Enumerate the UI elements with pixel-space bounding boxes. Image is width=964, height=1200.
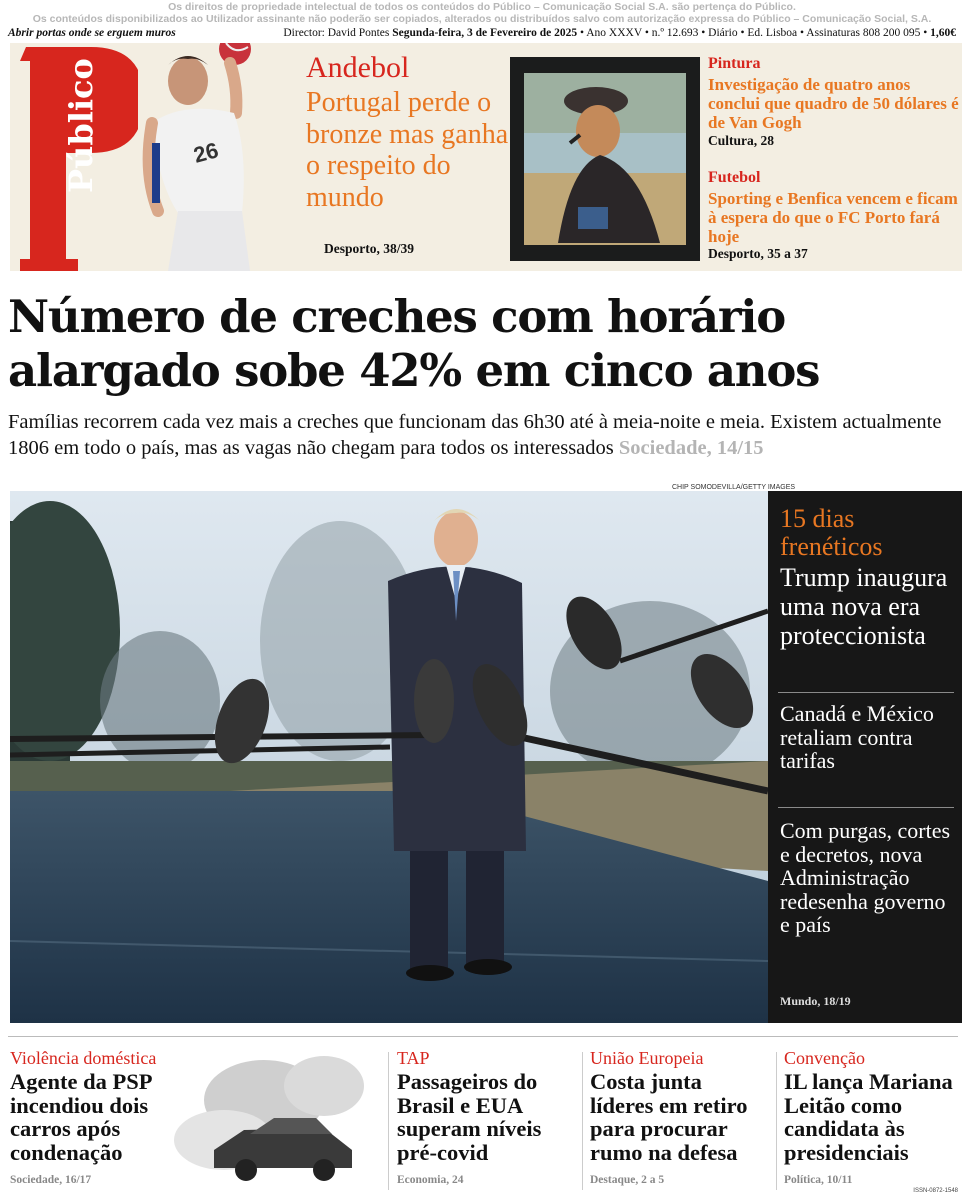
issue-info — [283, 25, 956, 41]
handball-player-photo — [138, 43, 313, 271]
pintura-section: Pintura — [708, 55, 761, 72]
issue-date: Segunda-feira, 3 de Fevereiro de 2025 — [392, 27, 578, 39]
copyright-line-1: Os direitos de propriedade intelectual de todos os conteúdos do Público – Comunicação Social S.A. são pertença do Público. — [168, 1, 796, 13]
futebol-ref: Desporto, 35 a 37 — [708, 246, 808, 261]
teaser-headline[interactable]: Costa junta líderes em retiro para procurar rumo na defesa — [590, 1069, 748, 1165]
bottom-divider — [8, 1036, 958, 1037]
trump-sub-2[interactable]: Com purgas, cortes e decretos, nova Administração redesenha governo e país — [780, 818, 951, 937]
column-separator — [388, 1052, 389, 1190]
futebol-headline[interactable]: Sporting e Benfica vencem e ficam à espera do que o FC Porto fará hoje — [708, 189, 958, 246]
trump-headline[interactable]: Trump inaugura uma nova era proteccionista — [780, 563, 948, 650]
teaser-ref: Política, 10/11 — [784, 1174, 853, 1186]
trump-sub-1[interactable]: Canadá e México retaliam contra tarifas — [780, 701, 934, 773]
burning-car-illustration — [174, 1050, 384, 1186]
teaser-section: Convenção — [784, 1048, 865, 1068]
teaser-tap[interactable] — [397, 1046, 577, 1164]
copyright-line-2: Os conteúdos disponibilizados ao Utilizador assinante não poderão ser copiados, alterados ou distribuídos salvo com autorização expressa do Público – Comunicação Social, S.A. — [32, 13, 932, 25]
issn: ISSN-0872-1548 — [913, 1188, 958, 1194]
jersey-number: 26 — [190, 137, 221, 168]
teaser-headline[interactable]: Passageiros do Brasil e EUA superam níveis pré-covid — [397, 1069, 542, 1165]
andebol-section: Andebol — [306, 51, 410, 84]
price: 1,60€ — [930, 27, 956, 39]
pintura-ref: Cultura, 28 — [708, 133, 775, 148]
tagline: Abrir portas onde se erguem muros — [8, 27, 176, 39]
teaser-ref: Destaque, 2 a 5 — [590, 1174, 665, 1186]
headline-deck — [8, 409, 958, 461]
trump-side-panel[interactable] — [768, 491, 962, 1023]
van-gogh-painting — [510, 57, 700, 261]
deck-text: Famílias recorrem cada vez mais a creches que funcionam das 6h30 até à meia-noite e meia. Existem actualmente 1806 em todo o país, mas as vagas não chegam para todos os interessados — [8, 411, 942, 459]
futebol-section: Futebol — [708, 169, 761, 186]
trump-ref: Mundo, 18/19 — [780, 994, 851, 1008]
teaser-violencia[interactable] — [10, 1046, 180, 1164]
teaser-section: Violência doméstica — [10, 1048, 157, 1068]
pintura-headline[interactable]: Investigação de quatro anos conclui que quadro de 50 dólares é de Van Gogh — [708, 75, 959, 132]
trump-kicker: 15 dias frenéticos — [780, 504, 883, 561]
divider — [778, 692, 954, 693]
photo-credit: CHIP SOMODEVILLA/GETTY IMAGES — [672, 484, 796, 491]
divider — [778, 807, 954, 808]
main-headline[interactable]: Número de creches com horário alargado sobe 42% em cinco anos — [8, 290, 820, 397]
teaser-ref: Economia, 24 — [397, 1174, 464, 1186]
column-separator — [776, 1052, 777, 1190]
deck-ref: Sociedade, 14/15 — [618, 437, 764, 459]
teaser-section: União Europeia — [590, 1048, 704, 1068]
teaser-headline[interactable]: Agente da PSP incendiou dois carros após condenação — [10, 1069, 152, 1165]
teaser-ref: Sociedade, 16/17 — [10, 1174, 92, 1186]
logo-word: Público — [62, 58, 100, 193]
trump-photo — [10, 491, 768, 1023]
teaser-convencao[interactable] — [784, 1046, 962, 1164]
teaser-ue[interactable] — [590, 1046, 770, 1164]
andebol-ref: Desporto, 38/39 — [324, 241, 414, 256]
column-separator — [582, 1052, 583, 1190]
masthead-panel — [10, 43, 962, 271]
teaser-headline[interactable]: IL lança Mariana Leitão como candidata às presidenciais — [784, 1069, 953, 1165]
director: Director: David Pontes — [283, 27, 390, 39]
top-strip — [8, 25, 956, 41]
issue-details: • Ano XXXV • n.º 12.693 • Diário • Ed. Lisboa • Assinaturas 808 200 095 • — [579, 27, 928, 39]
teaser-section: TAP — [397, 1048, 430, 1068]
andebol-headline[interactable]: Portugal perde o bronze mas ganha o respeito do mundo — [306, 87, 509, 213]
